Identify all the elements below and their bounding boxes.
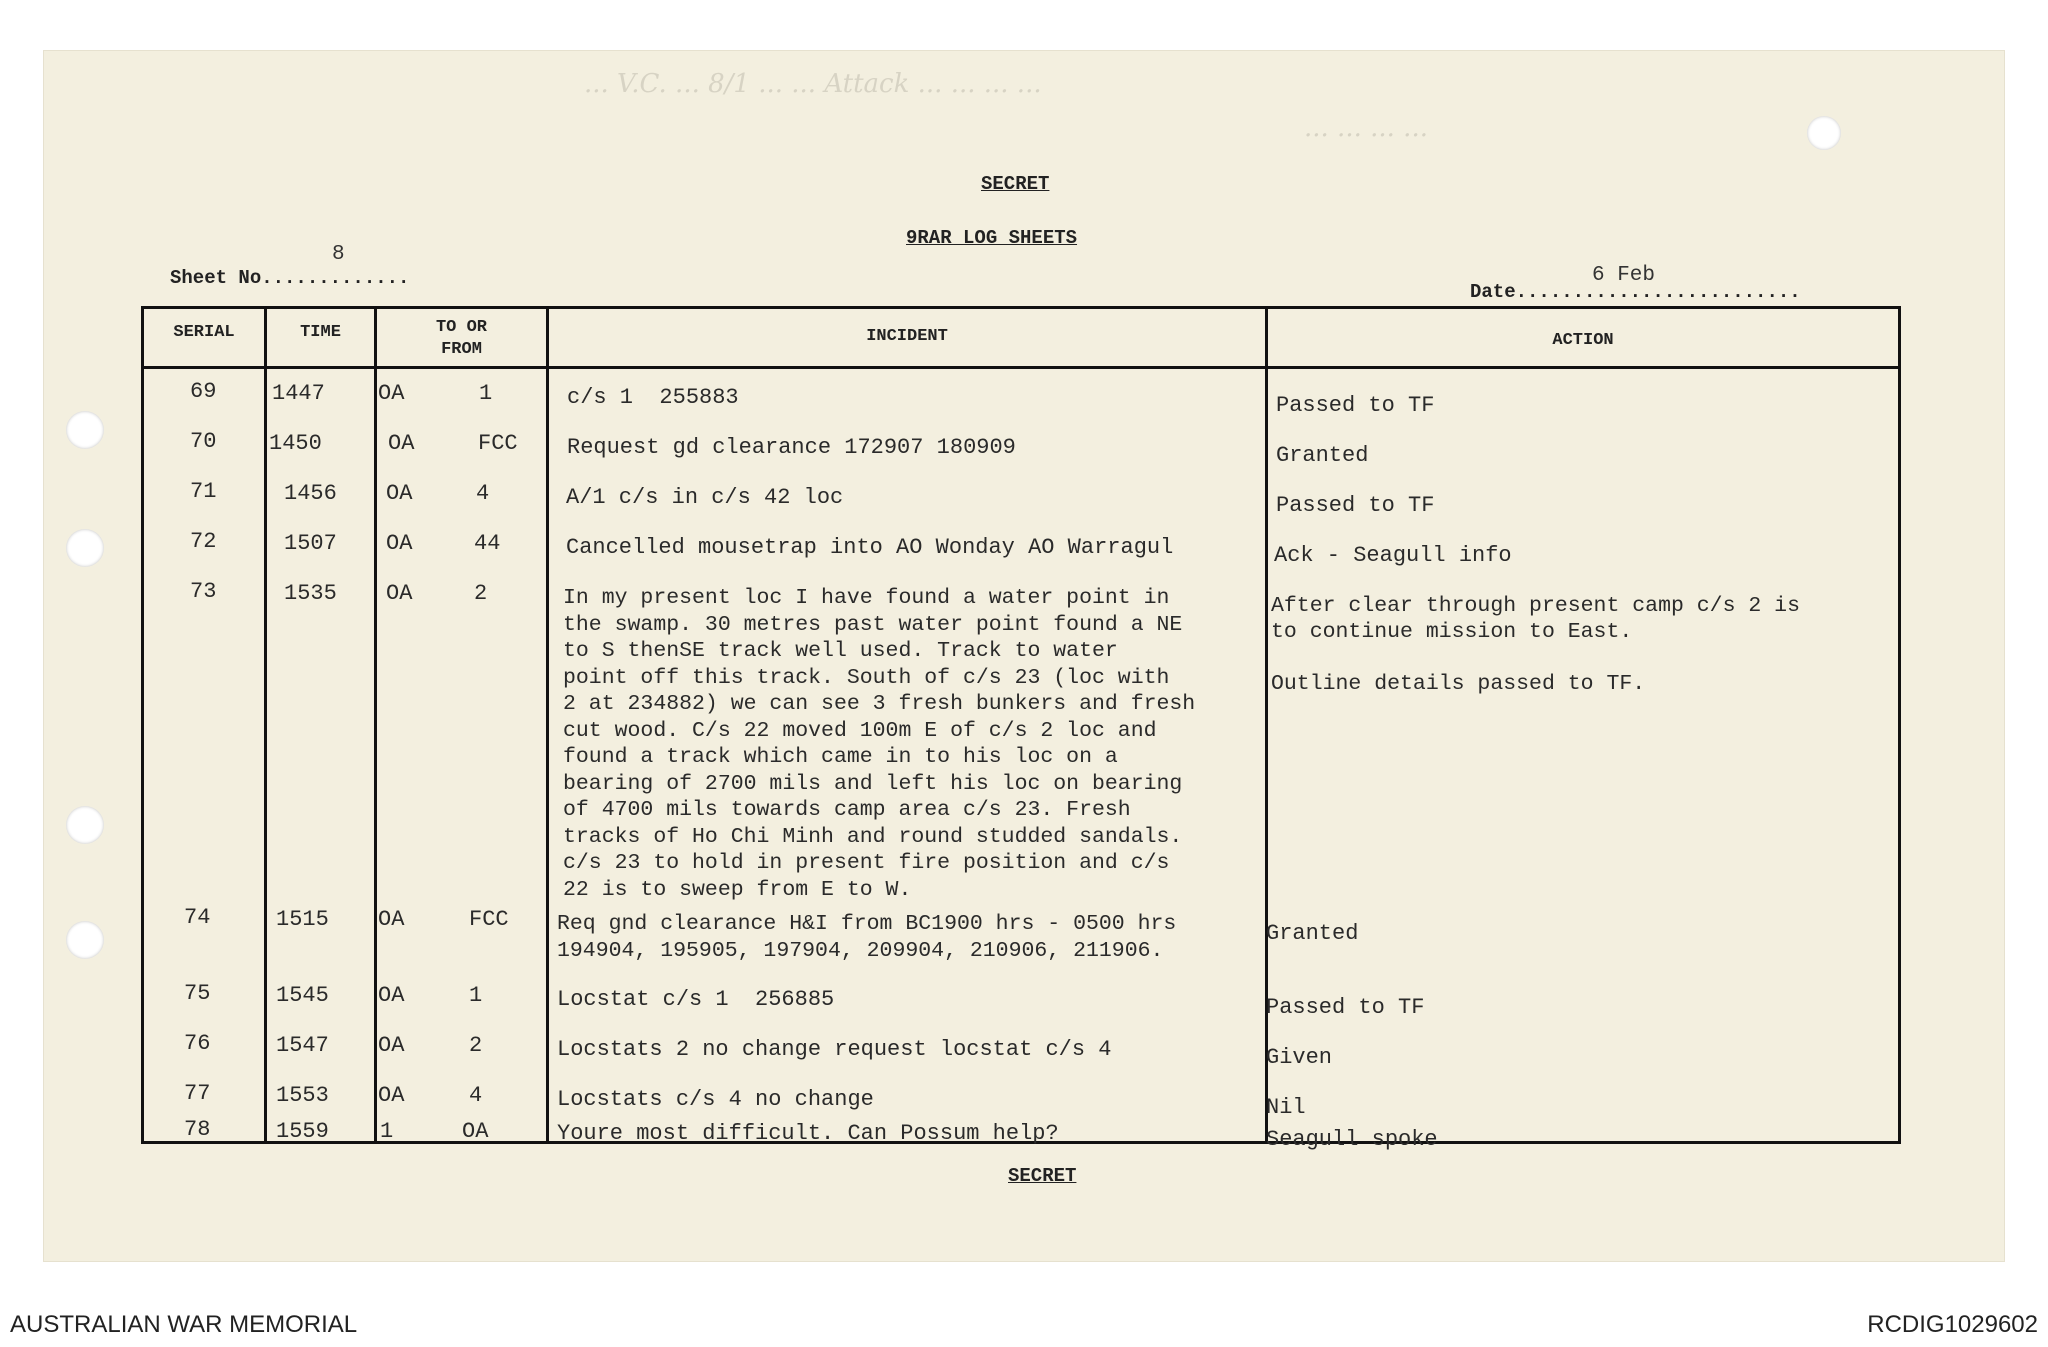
row-72-action: Ack - Seagull info	[1274, 543, 1512, 568]
row-77-serial: 77	[184, 1081, 211, 1106]
row-74-from: FCC	[469, 907, 509, 932]
log-table	[141, 306, 1901, 1152]
row-73-serial: 73	[190, 579, 217, 604]
row-70-from: FCC	[478, 431, 518, 456]
bleed-through-text-1: ... V.C. ... 8/1 ... ... Attack ... ... ... ...	[584, 69, 1042, 99]
row-75-serial: 75	[184, 981, 211, 1006]
header-serial: SERIAL	[173, 323, 235, 342]
row-75-incident: Locstat c/s 1 256885	[557, 987, 835, 1012]
row-77-from: 4	[469, 1083, 483, 1108]
document-title: 9RAR LOG SHEETS	[906, 227, 1078, 249]
row-78-to: 1	[380, 1119, 394, 1144]
row-71-incident: A/1 c/s in c/s 42 loc	[566, 485, 844, 510]
row-77-to: OA	[378, 1083, 405, 1108]
punch-hole	[66, 411, 104, 449]
bleed-through-text-2: ... ... ... ...	[1304, 113, 1428, 143]
row-71-time: 1456	[284, 481, 337, 506]
row-74-time: 1515	[276, 907, 329, 932]
sheet-number: 8	[332, 243, 345, 266]
date-value: 6 Feb	[1592, 264, 1656, 287]
column-divider	[374, 309, 377, 1141]
row-69-from: 1	[479, 381, 493, 406]
row-70-time: 1450	[269, 431, 322, 456]
row-72-incident: Cancelled mousetrap into AO Wonday AO Warragul	[566, 535, 1174, 560]
row-76-time: 1547	[276, 1033, 329, 1058]
header-action: ACTION	[1552, 331, 1614, 350]
row-78-incident: Youre most difficult. Can Possum help?	[557, 1121, 1059, 1146]
row-76-serial: 76	[184, 1031, 211, 1056]
row-78-serial: 78	[184, 1117, 211, 1142]
row-70-action: Granted	[1276, 443, 1369, 468]
row-74-to: OA	[378, 907, 405, 932]
row-69-incident: c/s 1 255883	[567, 385, 739, 410]
row-75-to: OA	[378, 983, 405, 1008]
classification-bottom: SECRET	[1008, 1165, 1077, 1187]
row-74-serial: 74	[184, 905, 211, 930]
row-74-action: Granted	[1266, 921, 1359, 946]
row-77-action: Nil	[1266, 1095, 1306, 1120]
row-71-serial: 71	[190, 479, 217, 504]
row-70-incident: Request gd clearance 172907 180909	[567, 435, 1016, 460]
column-divider	[546, 309, 549, 1141]
row-77-incident: Locstats c/s 4 no change	[557, 1087, 874, 1112]
row-73-to: OA	[386, 581, 413, 606]
punch-hole	[66, 529, 104, 567]
row-72-to: OA	[386, 531, 413, 556]
row-72-from: 44	[474, 531, 501, 556]
row-77-time: 1553	[276, 1083, 329, 1108]
sheet-label: Sheet No.............	[170, 267, 410, 289]
row-75-from: 1	[469, 983, 483, 1008]
date-label: Date.........................	[1470, 281, 1801, 303]
footer-record-id: RCDIG1029602	[1867, 1311, 2038, 1338]
row-71-to: OA	[386, 481, 413, 506]
row-74-incident: Req gnd clearance H&I from BC1900 hrs - 0500 hrs 194904, 195905, 197904, 209904, 210906, 211906.	[557, 912, 1177, 963]
row-69-time: 1447	[272, 381, 325, 406]
row-69-to: OA	[378, 381, 405, 406]
row-76-to: OA	[378, 1033, 405, 1058]
row-70-to: OA	[388, 431, 415, 456]
row-76-action: Given	[1266, 1045, 1333, 1070]
row-69-serial: 69	[190, 379, 217, 404]
row-71-action: Passed to TF	[1276, 493, 1435, 518]
row-75-action: Passed to TF	[1266, 995, 1425, 1020]
column-divider	[264, 309, 267, 1141]
row-69-action: Passed to TF	[1276, 393, 1435, 418]
row-73-incident: In my present loc I have found a water point in the swamp. 30 metres past water point found a NE to S thenSE track well used. Track to water point off this track. South of c/s 23 (loc with 2 at 234882) we can see 3 fresh bunkers and fresh cut wood. C/s 22 moved 100m E of c/s 2 loc and found a track which came in to his loc on a bearing of 2700 mils and left his loc on bearing of 4700 mils towards camp area c/s 23. Fresh tracks of Ho Chi Minh and round studded sandals. c/s 23 to hold in present fire position and c/s 22 is to sweep from E to W.	[563, 586, 1196, 902]
row-70-serial: 70	[190, 429, 217, 454]
punch-hole	[66, 806, 104, 844]
row-73-from: 2	[474, 581, 488, 606]
row-73-action: After clear through present camp c/s 2 is to continue mission to East. Outline details passed to TF.	[1271, 594, 1800, 696]
header-to-or-from: TO OR FROM	[435, 318, 487, 359]
row-72-serial: 72	[190, 529, 217, 554]
row-75-time: 1545	[276, 983, 329, 1008]
punch-hole	[66, 921, 104, 959]
classification-top: SECRET	[981, 173, 1050, 195]
row-71-from: 4	[476, 481, 490, 506]
row-78-from: OA	[462, 1119, 489, 1144]
punch-hole	[1807, 116, 1841, 150]
row-72-time: 1507	[284, 531, 337, 556]
row-78-action: Seagull spoke	[1266, 1127, 1438, 1152]
row-76-from: 2	[469, 1033, 483, 1058]
row-78-time: 1559	[276, 1119, 329, 1144]
header-incident: INCIDENT	[866, 327, 948, 346]
header-rule	[144, 366, 1898, 369]
header-time: TIME	[300, 323, 341, 342]
row-76-incident: Locstats 2 no change request locstat c/s 4	[557, 1037, 1112, 1062]
footer-archive-name: AUSTRALIAN WAR MEMORIAL	[10, 1311, 358, 1338]
row-73-time: 1535	[284, 581, 337, 606]
